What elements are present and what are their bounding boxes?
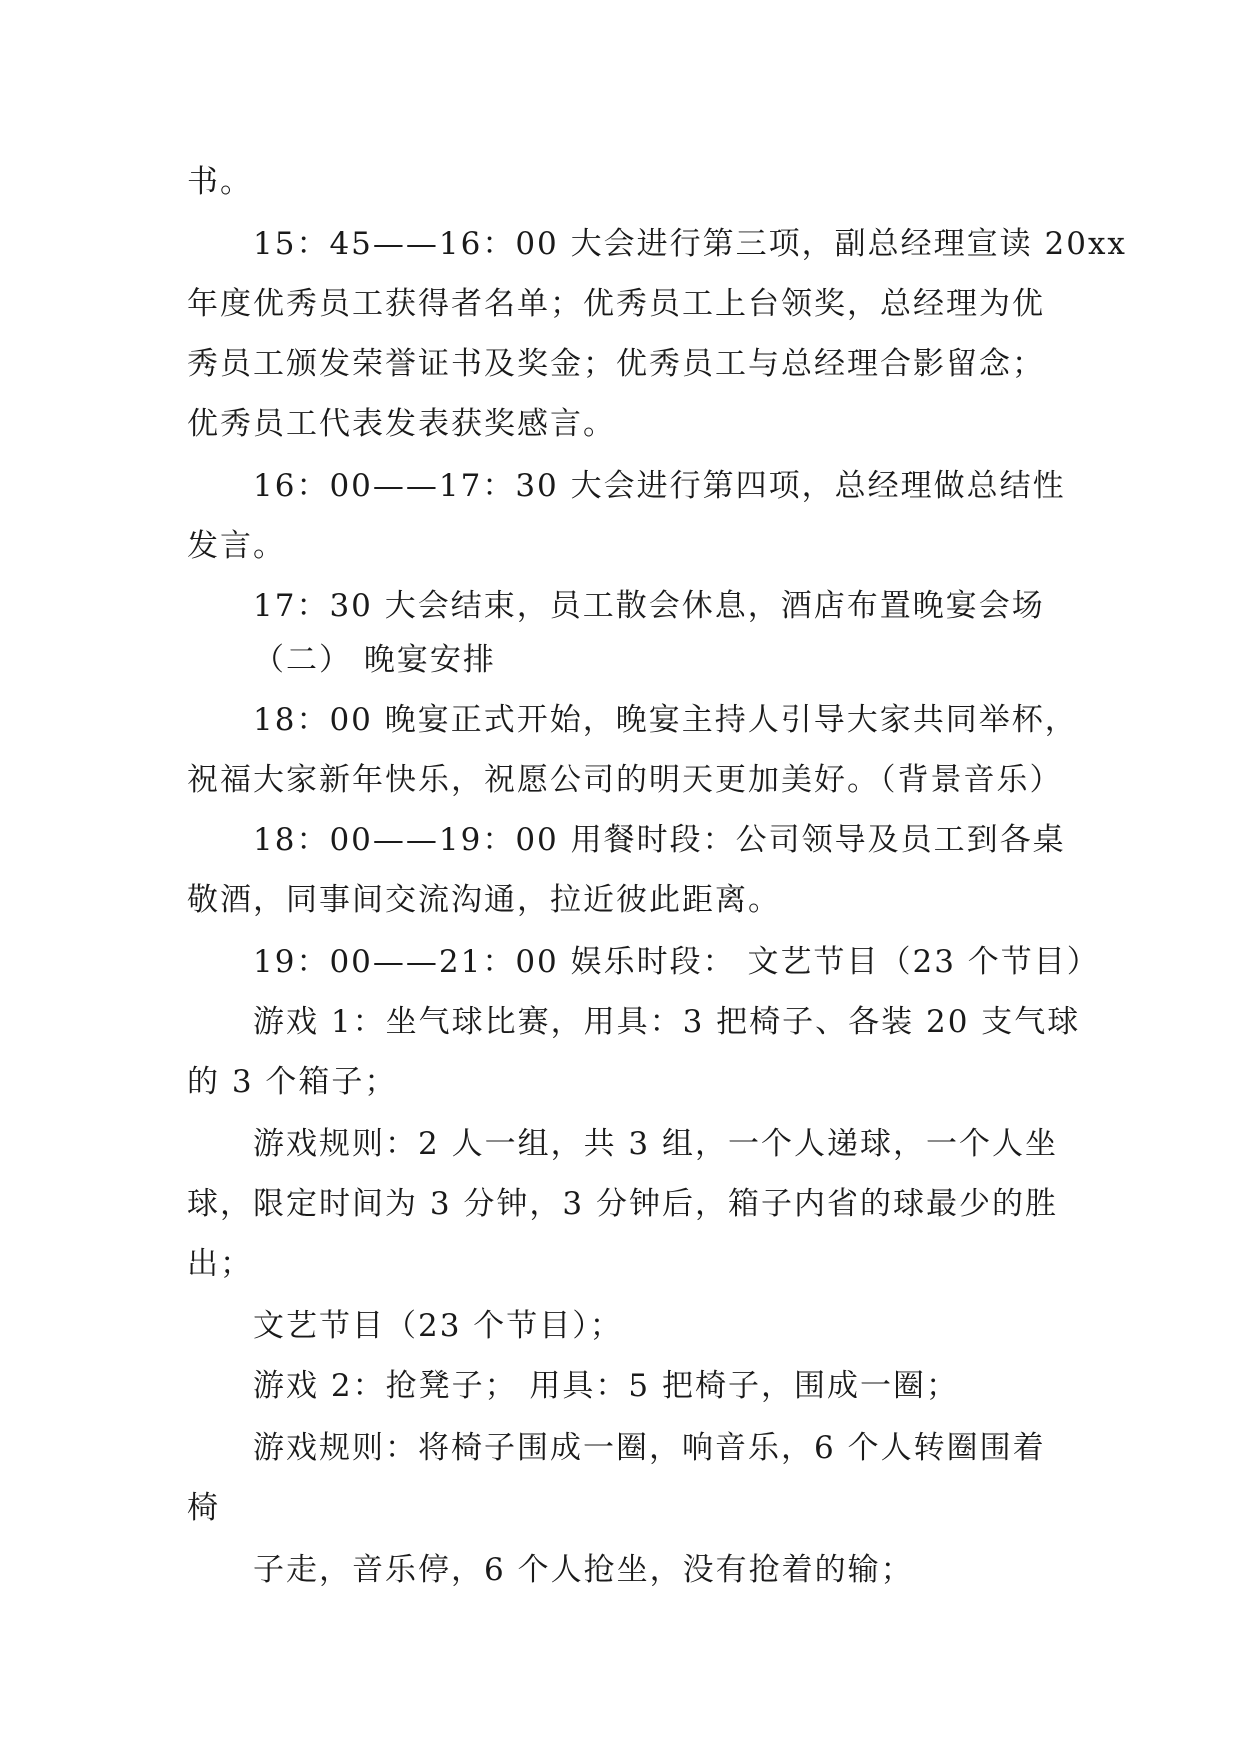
text-line-8: 17：30 大会结束，员工散会休息，酒店布置晚宴会场: [253, 588, 1045, 624]
text-line-1: 书。: [187, 164, 253, 200]
text-line-18: 球，限定时间为 3 分钟，3 分钟后，箱子内省的球最少的胜: [187, 1186, 1059, 1222]
text-line-2: 15：45——16：00 大会进行第三项，副总经理宣读 20xx: [253, 226, 1127, 262]
text-line-23: 椅: [187, 1490, 220, 1526]
section-heading: （二） 晚宴安排: [253, 642, 496, 678]
text-line-10: 18：00 晚宴正式开始，晚宴主持人引导大家共同举杯，: [253, 702, 1078, 738]
text-line-15: 游戏 1：坐气球比赛，用具：3 把椅子、各装 20 支气球: [253, 1004, 1081, 1040]
text-line-20: 文艺节目（23 个节目）；: [253, 1308, 623, 1344]
text-line-13: 敬酒，同事间交流沟通，拉近彼此距离。: [187, 882, 781, 918]
text-line-7: 发言。: [187, 528, 286, 564]
text-line-3: 年度优秀员工获得者名单；优秀员工上台领奖，总经理为优: [187, 286, 1045, 322]
text-line-17: 游戏规则：2 人一组，共 3 组，一个人递球，一个人坐: [253, 1126, 1059, 1162]
text-line-14: 19：00——21：00 娱乐时段： 文艺节目（23 个节目）: [253, 944, 1100, 980]
text-line-19: 出；: [187, 1246, 253, 1282]
text-line-11: 祝福大家新年快乐，祝愿公司的明天更加美好。（背景音乐）: [187, 762, 1063, 798]
text-line-12: 18：00——19：00 用餐时段：公司领导及员工到各桌: [253, 822, 1066, 858]
text-line-4: 秀员工颁发荣誉证书及奖金；优秀员工与总经理合影留念；: [187, 346, 1045, 382]
text-line-21: 游戏 2：抢凳子； 用具：5 把椅子，围成一圈；: [253, 1368, 960, 1404]
text-line-24: 子走，音乐停，6 个人抢坐，没有抢着的输；: [253, 1552, 914, 1588]
text-line-5: 优秀员工代表发表获奖感言。: [187, 406, 616, 442]
text-line-6: 16：00——17：30 大会进行第四项，总经理做总结性: [253, 468, 1066, 504]
text-line-16: 的 3 个箱子；: [187, 1064, 398, 1100]
text-line-22: 游戏规则：将椅子围成一圈，响音乐，6 个人转圈围着: [253, 1430, 1046, 1466]
